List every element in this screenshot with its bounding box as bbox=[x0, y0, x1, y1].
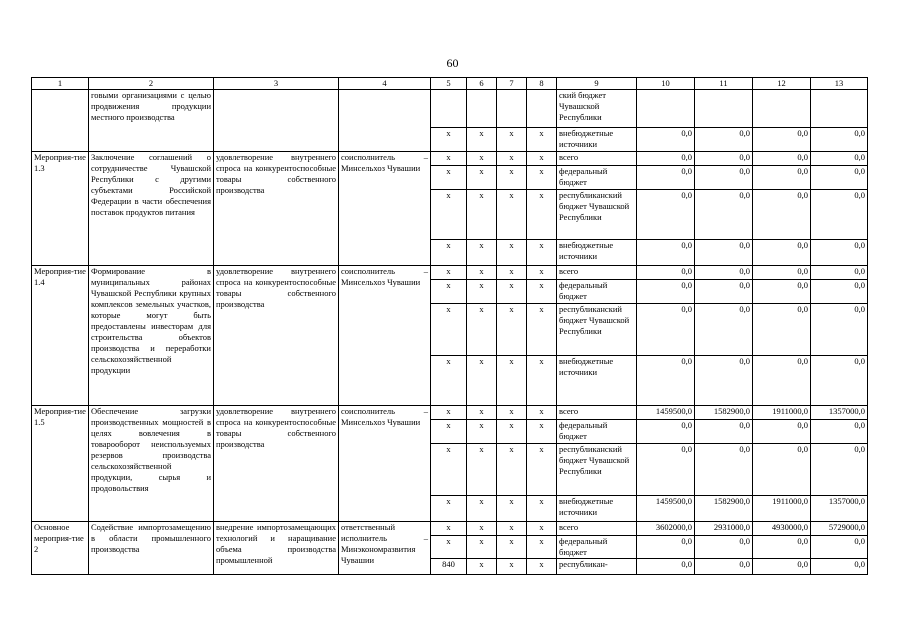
value-col12 bbox=[753, 90, 811, 128]
value-col12: 0,0 bbox=[753, 356, 811, 406]
col5-cell: х bbox=[431, 496, 467, 522]
col7-cell: х bbox=[497, 496, 527, 522]
column-header: 12 bbox=[753, 78, 811, 90]
column-header: 11 bbox=[695, 78, 753, 90]
value-col10: 0,0 bbox=[637, 304, 695, 356]
value-col12: 0,0 bbox=[753, 559, 811, 575]
col6-cell: х bbox=[467, 406, 497, 420]
column-header: 4 bbox=[339, 78, 431, 90]
col6-cell: х bbox=[467, 536, 497, 559]
funding-source: республиканский бюджет Чувашской Республики bbox=[557, 190, 637, 240]
col6-cell: х bbox=[467, 559, 497, 575]
event-goal: внедрение импортозамещающих технологий и наращивание объема производства промышленной bbox=[214, 522, 339, 575]
column-header: 13 bbox=[811, 78, 868, 90]
value-col11: 1582900,0 bbox=[695, 496, 753, 522]
funding-source: всего bbox=[557, 406, 637, 420]
value-col10: 0,0 bbox=[637, 420, 695, 444]
value-col10 bbox=[637, 90, 695, 128]
col5-cell: х bbox=[431, 420, 467, 444]
col5-cell: х bbox=[431, 536, 467, 559]
column-header: 10 bbox=[637, 78, 695, 90]
funding-source: республиканский бюджет Чувашской Республики bbox=[557, 304, 637, 356]
col8-cell: х bbox=[527, 166, 557, 190]
event-executor: ответственный исполнитель – Минэкономразвития Чувашии bbox=[339, 522, 431, 575]
col7-cell: х bbox=[497, 152, 527, 166]
value-col13: 0,0 bbox=[811, 152, 868, 166]
value-col11: 1582900,0 bbox=[695, 406, 753, 420]
col5-cell: х bbox=[431, 444, 467, 496]
value-col10: 0,0 bbox=[637, 240, 695, 266]
value-col10: 0,0 bbox=[637, 266, 695, 280]
col8-cell: х bbox=[527, 559, 557, 575]
col7-cell: х bbox=[497, 522, 527, 536]
col5-cell: х bbox=[431, 128, 467, 152]
col7-cell: х bbox=[497, 240, 527, 266]
value-col13: 0,0 bbox=[811, 266, 868, 280]
value-col11: 0,0 bbox=[695, 559, 753, 575]
col5-cell: х bbox=[431, 522, 467, 536]
value-col13: 0,0 bbox=[811, 190, 868, 240]
value-col10: 0,0 bbox=[637, 559, 695, 575]
col8-cell: х bbox=[527, 420, 557, 444]
funding-source: республикан- bbox=[557, 559, 637, 575]
col6-cell: х bbox=[467, 166, 497, 190]
col6-cell: х bbox=[467, 128, 497, 152]
value-col12: 0,0 bbox=[753, 420, 811, 444]
col8-cell: х bbox=[527, 280, 557, 304]
value-col10: 0,0 bbox=[637, 444, 695, 496]
col6-cell: х bbox=[467, 190, 497, 240]
col8-cell: х bbox=[527, 190, 557, 240]
value-col11: 0,0 bbox=[695, 280, 753, 304]
column-header: 5 bbox=[431, 78, 467, 90]
value-col13: 0,0 bbox=[811, 166, 868, 190]
col7-cell: х bbox=[497, 190, 527, 240]
value-col10: 0,0 bbox=[637, 190, 695, 240]
col8-cell: х bbox=[527, 152, 557, 166]
value-col12: 0,0 bbox=[753, 128, 811, 152]
value-col10: 1459500,0 bbox=[637, 496, 695, 522]
value-col11: 0,0 bbox=[695, 356, 753, 406]
table-row bbox=[32, 152, 868, 166]
value-col11: 2931000,0 bbox=[695, 522, 753, 536]
col6-cell: х bbox=[467, 152, 497, 166]
value-col12: 0,0 bbox=[753, 444, 811, 496]
column-header: 6 bbox=[467, 78, 497, 90]
value-col10: 0,0 bbox=[637, 128, 695, 152]
value-col13: 5729000,0 bbox=[811, 522, 868, 536]
table-row bbox=[32, 90, 868, 128]
event-executor: соисполнитель – Минсельхоз Чувашии bbox=[339, 406, 431, 522]
column-header: 7 bbox=[497, 78, 527, 90]
event-name: Мероприя-тие 1.4 bbox=[32, 266, 89, 406]
event-description: Формирование в муниципальных районах Чувашской Республики крупных комплексов земельных участков, которые могут быть предоставлены инвесторам для строительства объектов производства и переработки сельскохозяйственной продукции bbox=[89, 266, 214, 406]
funding-source: внебюджетные источники bbox=[557, 240, 637, 266]
col7-cell: х bbox=[497, 559, 527, 575]
value-col12: 1911000,0 bbox=[753, 496, 811, 522]
col7-cell: х bbox=[497, 266, 527, 280]
col5-cell: х bbox=[431, 406, 467, 420]
event-description: Содействие импортозамещению в области промышленного производства bbox=[89, 522, 214, 575]
funding-source: внебюджетные источники bbox=[557, 496, 637, 522]
table-row bbox=[32, 406, 868, 420]
col8-cell: х bbox=[527, 304, 557, 356]
value-col11: 0,0 bbox=[695, 128, 753, 152]
funding-source: всего bbox=[557, 266, 637, 280]
value-col10: 0,0 bbox=[637, 280, 695, 304]
col6-cell: х bbox=[467, 240, 497, 266]
column-header: 1 bbox=[32, 78, 89, 90]
col6-cell: х bbox=[467, 280, 497, 304]
value-col13: 0,0 bbox=[811, 304, 868, 356]
funding-source: всего bbox=[557, 522, 637, 536]
value-col11: 0,0 bbox=[695, 266, 753, 280]
event-goal bbox=[214, 90, 339, 152]
table-row bbox=[32, 522, 868, 536]
funding-source: федеральный бюджет bbox=[557, 536, 637, 559]
col5-cell: х bbox=[431, 240, 467, 266]
value-col13: 0,0 bbox=[811, 420, 868, 444]
page-number: 60 bbox=[446, 56, 459, 70]
funding-source: федеральный бюджет bbox=[557, 280, 637, 304]
value-col12: 0,0 bbox=[753, 280, 811, 304]
value-col11: 0,0 bbox=[695, 304, 753, 356]
value-col12: 0,0 bbox=[753, 152, 811, 166]
value-col12: 0,0 bbox=[753, 190, 811, 240]
col8-cell: х bbox=[527, 356, 557, 406]
col7-cell: х bbox=[497, 166, 527, 190]
value-col11: 0,0 bbox=[695, 190, 753, 240]
col7-cell: х bbox=[497, 128, 527, 152]
event-goal: удовлетворение внутреннего спроса на конкурентоспособные товары собственного производства bbox=[214, 152, 339, 266]
col6-cell: х bbox=[467, 304, 497, 356]
col8-cell: х bbox=[527, 536, 557, 559]
value-col13 bbox=[811, 90, 868, 128]
col7-cell: х bbox=[497, 304, 527, 356]
value-col11: 0,0 bbox=[695, 152, 753, 166]
value-col10: 1459500,0 bbox=[637, 406, 695, 420]
col8-cell bbox=[527, 90, 557, 128]
event-executor: соисполнитель – Минсельхоз Чувашии bbox=[339, 266, 431, 406]
col5-cell: х bbox=[431, 266, 467, 280]
col8-cell: х bbox=[527, 406, 557, 420]
value-col11: 0,0 bbox=[695, 240, 753, 266]
event-description: говыми организациями с целью продвижения продукции местного производства bbox=[89, 90, 214, 152]
col5-cell: х bbox=[431, 152, 467, 166]
value-col10: 0,0 bbox=[637, 356, 695, 406]
value-col10: 0,0 bbox=[637, 152, 695, 166]
col5-cell: х bbox=[431, 356, 467, 406]
col8-cell: х bbox=[527, 266, 557, 280]
col5-cell: х bbox=[431, 304, 467, 356]
value-col13: 1357000,0 bbox=[811, 406, 868, 420]
col7-cell: х bbox=[497, 406, 527, 420]
value-col13: 0,0 bbox=[811, 356, 868, 406]
value-col12: 1911000,0 bbox=[753, 406, 811, 420]
event-description: Заключение соглашений о сотрудничестве Чувашской Республики с другими субъектами Российской Федерации в части обеспечения поставок продуктов питания bbox=[89, 152, 214, 266]
event-goal: удовлетворение внутреннего спроса на конкурентоспособные товары собственного производства bbox=[214, 266, 339, 406]
col7-cell: х bbox=[497, 444, 527, 496]
event-name-cell bbox=[32, 90, 89, 152]
value-col12: 0,0 bbox=[753, 266, 811, 280]
value-col13: 0,0 bbox=[811, 280, 868, 304]
value-col12: 0,0 bbox=[753, 240, 811, 266]
col6-cell: х bbox=[467, 266, 497, 280]
col8-cell: х bbox=[527, 444, 557, 496]
col5-cell: х bbox=[431, 166, 467, 190]
col5-cell bbox=[431, 90, 467, 128]
event-executor bbox=[339, 90, 431, 152]
col7-cell: х bbox=[497, 356, 527, 406]
value-col13: 0,0 bbox=[811, 444, 868, 496]
value-col13: 0,0 bbox=[811, 559, 868, 575]
col6-cell: х bbox=[467, 496, 497, 522]
event-executor: соисполнитель – Минсельхоз Чувашии bbox=[339, 152, 431, 266]
value-col13: 0,0 bbox=[811, 240, 868, 266]
value-col11 bbox=[695, 90, 753, 128]
value-col12: 0,0 bbox=[753, 166, 811, 190]
funding-source: внебюджетные источники bbox=[557, 356, 637, 406]
value-col11: 0,0 bbox=[695, 166, 753, 190]
col8-cell: х bbox=[527, 496, 557, 522]
col6-cell: х bbox=[467, 522, 497, 536]
header-row bbox=[32, 78, 868, 90]
funding-source: внебюджетные источники bbox=[557, 128, 637, 152]
value-col11: 0,0 bbox=[695, 444, 753, 496]
event-name: Мероприя-тие 1.3 bbox=[32, 152, 89, 266]
funding-source: всего bbox=[557, 152, 637, 166]
value-col10: 0,0 bbox=[637, 166, 695, 190]
value-col13: 1357000,0 bbox=[811, 496, 868, 522]
event-goal: удовлетворение внутреннего спроса на конкурентоспособные товары собственного производства bbox=[214, 406, 339, 522]
col7-cell: х bbox=[497, 420, 527, 444]
col5-cell: 840 bbox=[431, 559, 467, 575]
event-description: Обеспечение загрузки производственных мощностей в целях вовлечения в товарооборот неиспользуемых резервов производства сельскохозяйственной продукции, сырья и продовольствия bbox=[89, 406, 214, 522]
column-header: 2 bbox=[89, 78, 214, 90]
col6-cell: х bbox=[467, 420, 497, 444]
event-name: Основное мероприя-тие 2 bbox=[32, 522, 89, 575]
funding-source: ский бюджет Чувашской Республики bbox=[557, 90, 637, 128]
funding-source: федеральный бюджет bbox=[557, 166, 637, 190]
col6-cell bbox=[467, 90, 497, 128]
table-row bbox=[32, 266, 868, 280]
col8-cell: х bbox=[527, 522, 557, 536]
value-col10: 3602000,0 bbox=[637, 522, 695, 536]
value-col12: 4930000,0 bbox=[753, 522, 811, 536]
col5-cell: х bbox=[431, 190, 467, 240]
col6-cell: х bbox=[467, 356, 497, 406]
funding-source: федеральный бюджет bbox=[557, 420, 637, 444]
value-col11: 0,0 bbox=[695, 536, 753, 559]
col8-cell: х bbox=[527, 240, 557, 266]
value-col13: 0,0 bbox=[811, 536, 868, 559]
value-col12: 0,0 bbox=[753, 536, 811, 559]
col8-cell: х bbox=[527, 128, 557, 152]
value-col10: 0,0 bbox=[637, 536, 695, 559]
budget-table bbox=[31, 77, 868, 575]
value-col12: 0,0 bbox=[753, 304, 811, 356]
col7-cell bbox=[497, 90, 527, 128]
column-header: 8 bbox=[527, 78, 557, 90]
funding-source: республиканский бюджет Чувашской Республики bbox=[557, 444, 637, 496]
col7-cell: х bbox=[497, 536, 527, 559]
value-col13: 0,0 bbox=[811, 128, 868, 152]
column-header: 3 bbox=[214, 78, 339, 90]
event-name: Мероприя-тие 1.5 bbox=[32, 406, 89, 522]
column-header: 9 bbox=[557, 78, 637, 90]
value-col11: 0,0 bbox=[695, 420, 753, 444]
col5-cell: х bbox=[431, 280, 467, 304]
col7-cell: х bbox=[497, 280, 527, 304]
col6-cell: х bbox=[467, 444, 497, 496]
